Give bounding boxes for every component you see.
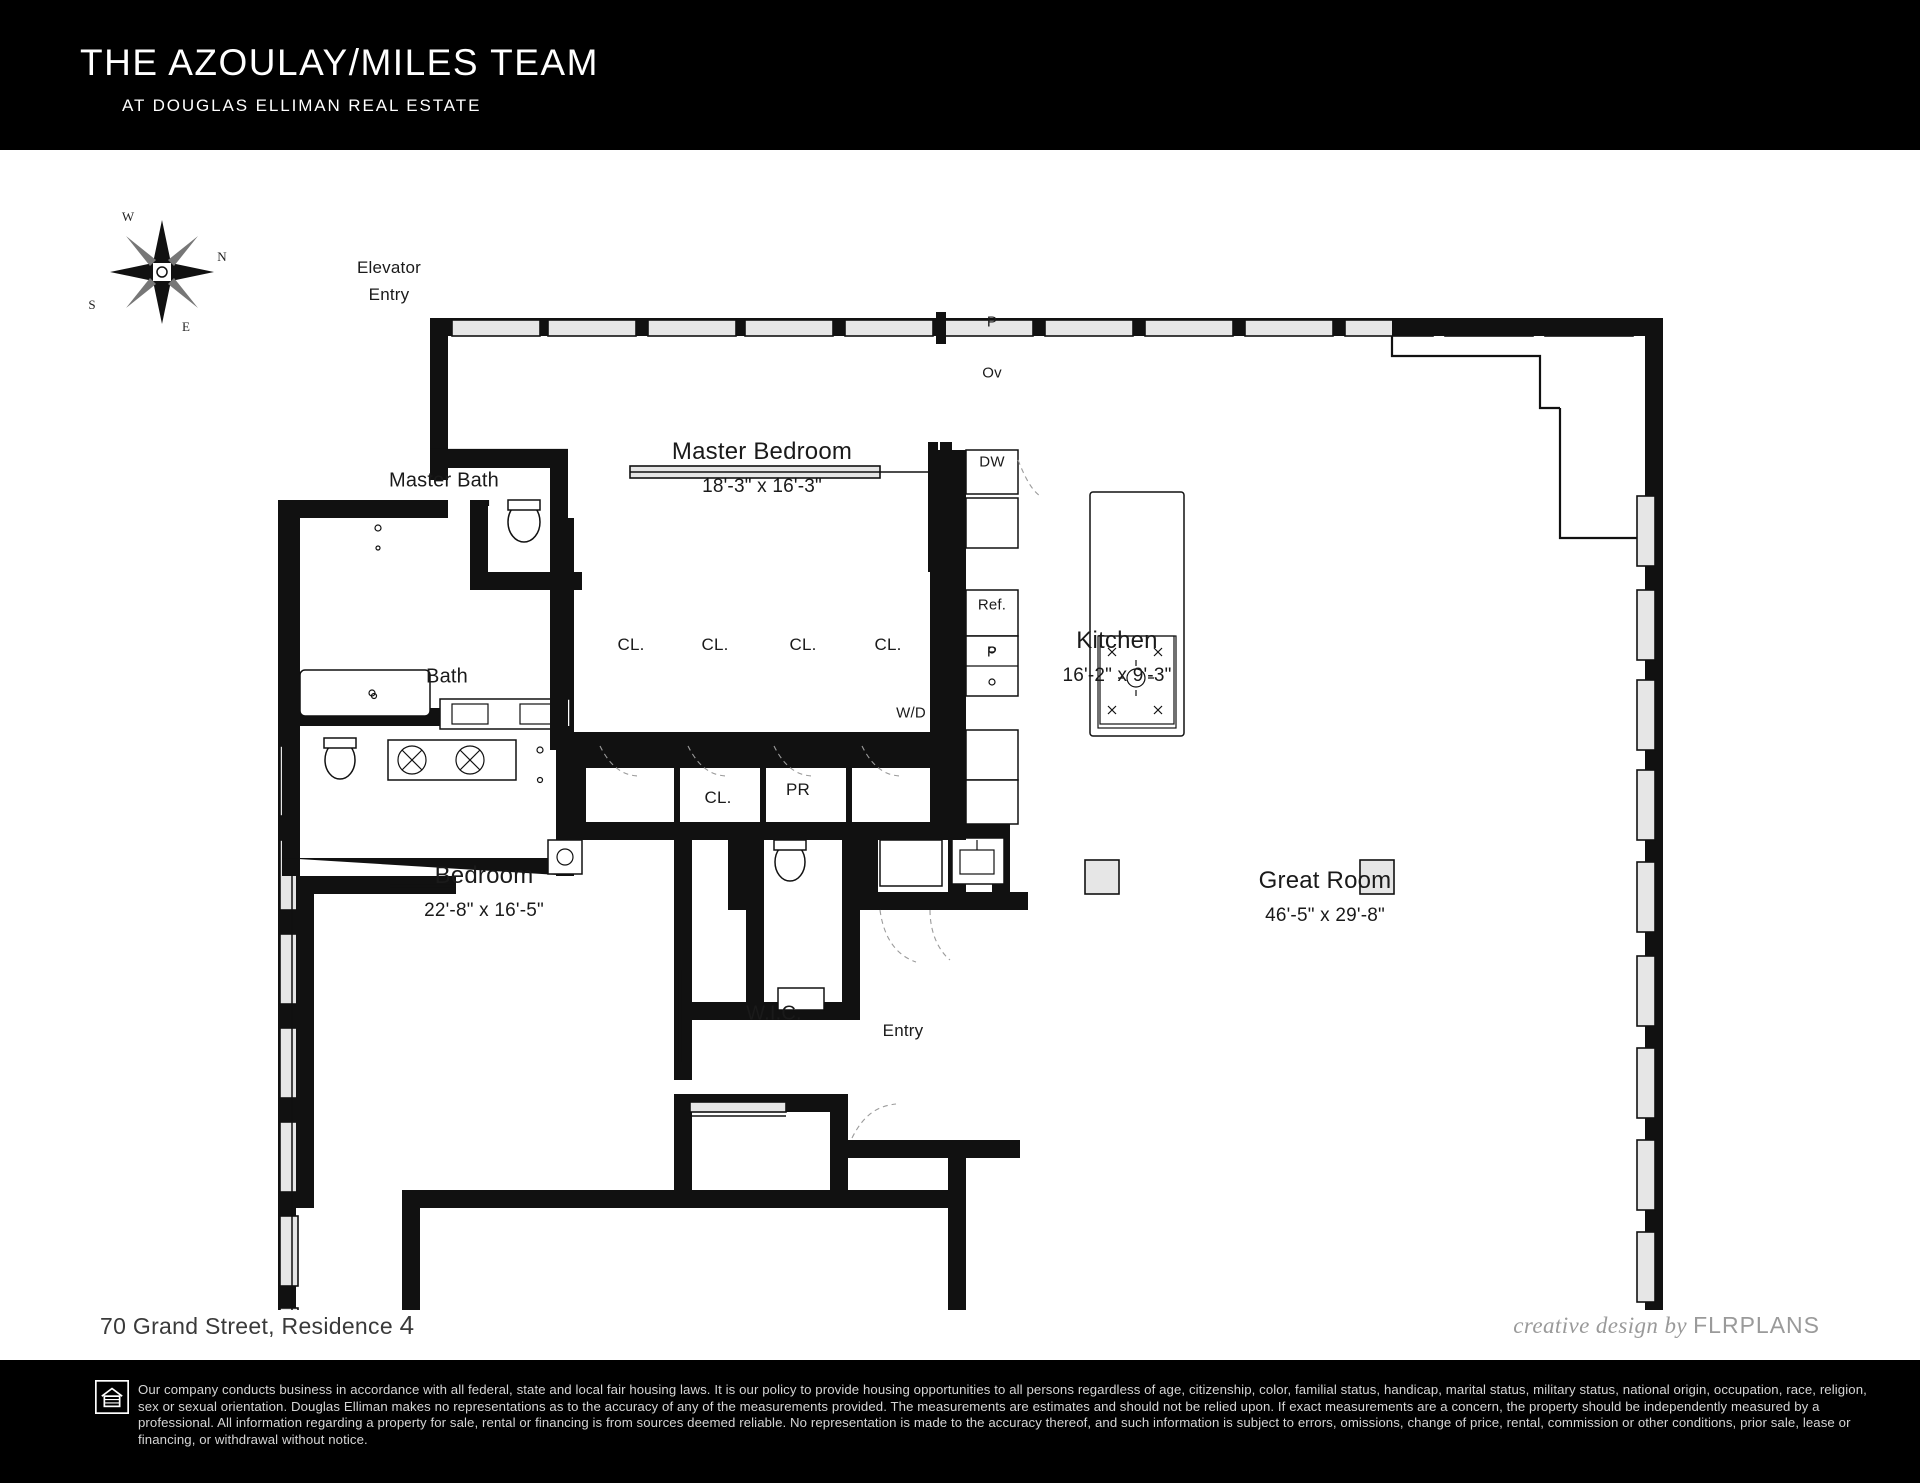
floorplan-canvas <box>0 150 1920 1310</box>
compass-label-north: N <box>217 249 227 264</box>
room-label-bath: Bath <box>426 665 468 688</box>
appliance-label-pantry-bottom: P <box>986 643 998 661</box>
property-address-text: 70 Grand Street, Residence <box>100 1313 400 1339</box>
room-label-elevator-entry-line2: Entry <box>368 285 410 304</box>
room-label-wic: W.I.C. <box>746 1002 802 1025</box>
design-credit-prefix: creative design by <box>1513 1313 1694 1338</box>
design-credit-brand: FLRPLANS <box>1693 1312 1820 1338</box>
appliance-label-oven: Ov <box>982 364 1002 382</box>
room-label-bedroom: Bedroom <box>434 862 534 889</box>
appliance-label-washer-dryer: W/D <box>896 704 926 722</box>
closet-label-3: CL. <box>789 635 817 654</box>
room-label-entry: Entry <box>882 1021 924 1040</box>
closet-label-4: CL. <box>874 635 902 654</box>
residence-number: 4 <box>399 1310 415 1340</box>
appliance-label-dishwasher: DW <box>979 453 1005 471</box>
property-address <box>100 1310 414 1341</box>
appliance-label-refrigerator: Ref. <box>977 596 1007 614</box>
header-bar <box>0 0 1920 150</box>
room-label-kitchen: Kitchen <box>1076 627 1158 654</box>
closet-label-2: CL. <box>701 635 729 654</box>
room-label-master-bedroom: Master Bedroom <box>671 438 853 465</box>
room-label-elevator-entry-line1: Elevator <box>357 258 421 277</box>
closet-label-1: CL. <box>617 635 645 654</box>
room-dim-kitchen: 16'-2" x 9'-3" <box>1062 665 1172 686</box>
fair-housing-logo-icon <box>95 1380 129 1414</box>
room-label-closet-hall: CL. <box>704 788 732 807</box>
compass-label-south: S <box>88 297 96 312</box>
compass-label-east: E <box>182 319 190 334</box>
room-label-great-room: Great Room <box>1258 867 1392 894</box>
room-dim-great-room: 46'-5" x 29'-8" <box>1265 905 1385 926</box>
floorplan-drawing <box>0 150 1920 1310</box>
appliance-label-pantry-top: P <box>986 313 998 331</box>
room-dim-master-bedroom: 18'-3" x 16'-3" <box>702 476 822 497</box>
brand-title: THE AZOULAY/MILES TEAM <box>80 42 599 83</box>
room-dim-bedroom: 22'-8" x 16'-5" <box>424 900 544 921</box>
brand-subtitle: AT DOUGLAS ELLIMAN REAL ESTATE <box>122 96 482 115</box>
room-label-powder-room: PR <box>785 780 811 799</box>
design-credit <box>1513 1312 1820 1339</box>
room-label-master-bath: Master Bath <box>388 469 500 492</box>
compass-label-west: W <box>121 209 135 224</box>
fair-housing-disclaimer: Our company conducts business in accordance with all federal, state and local fair housing laws. It is our policy to provide housing opportunities to all persons regardless of age, citizenship, color, familial status, handicap, marital status, military status, national origin, occupation, race, religion, sex or sexual orientation. Douglas Elliman makes no representations as to the accuracy of any of the measurements provided. The measurements are estimates and should not be relied upon. If exact measurements are a concern, the property should be independently measured by a professional. All information regarding a property for sale, rental or financing is from sources deemed reliable. No representation is made to the accuracy thereof, and such information is subject to errors, omissions, change of price, rental, commission or other conditions, prior sale, lease or financing, or withdrawal without notice. <box>138 1382 1867 1447</box>
